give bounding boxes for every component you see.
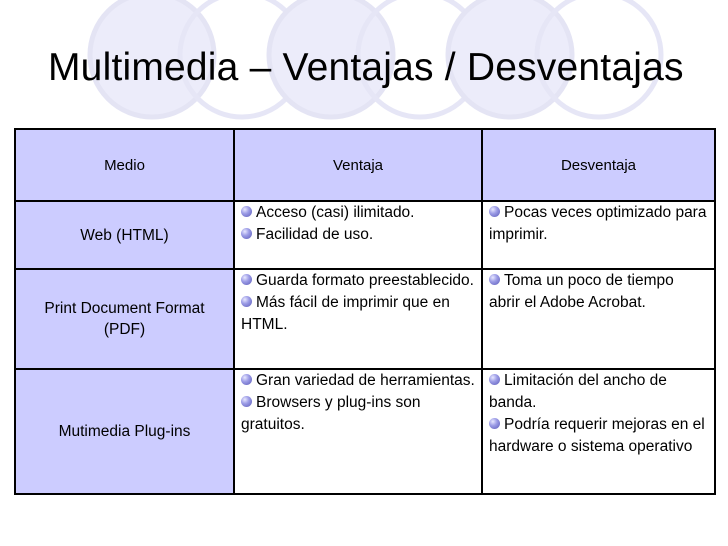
desventaja-text: Toma un poco de tiempo abrir el Adobe Acrobat.: [489, 272, 674, 311]
ventaja-cell: [234, 269, 482, 369]
comparison-table: [14, 128, 716, 495]
ventaja-item: [241, 370, 475, 392]
desventaja-item: [489, 370, 708, 414]
ventaja-item: [241, 392, 475, 436]
ventaja-text: Guarda formato preestablecido.: [256, 272, 474, 289]
table-row: [15, 201, 715, 269]
bullet-icon: [241, 274, 252, 285]
ventaja-item: [241, 202, 475, 224]
ventaja-text: Más fácil de imprimir que en HTML.: [241, 294, 450, 333]
desventaja-cell: [482, 369, 715, 494]
table-row: [15, 269, 715, 369]
header-medio: Medio: [15, 129, 234, 201]
header-desventaja: Desventaja: [482, 129, 715, 201]
slide-title: Multimedia – Ventajas / Desventajas: [48, 46, 684, 89]
desventaja-cell: [482, 201, 715, 269]
desventaja-item: [489, 270, 708, 314]
bullet-icon: [489, 418, 500, 429]
table-header-row: [15, 129, 715, 201]
medio-cell: Mutimedia Plug-ins: [15, 369, 234, 494]
ventaja-cell: [234, 201, 482, 269]
desventaja-item: [489, 414, 708, 458]
ventaja-text: Facilidad de uso.: [256, 226, 374, 243]
desventaja-text: Podría requerir mejoras en el hardware o sistema operativo: [489, 416, 705, 455]
desventaja-cell: [482, 269, 715, 369]
bullet-icon: [241, 296, 252, 307]
ventaja-text: Browsers y plug-ins son gratuitos.: [241, 394, 421, 433]
bullet-icon: [241, 228, 252, 239]
bullet-icon: [241, 206, 252, 217]
table-row: [15, 369, 715, 494]
bullet-icon: [489, 374, 500, 385]
medio-cell: Print Document Format (PDF): [15, 269, 234, 369]
ventaja-item: [241, 292, 475, 336]
ventaja-text: Acceso (casi) ilimitado.: [256, 204, 415, 221]
bullet-icon: [489, 274, 500, 285]
ventaja-text: Gran variedad de herramientas.: [256, 372, 475, 389]
ventaja-item: [241, 270, 475, 292]
desventaja-text: Limitación del ancho de banda.: [489, 372, 667, 411]
ventaja-item: [241, 224, 475, 246]
bullet-icon: [241, 374, 252, 385]
desventaja-text: Pocas veces optimizado para imprimir.: [489, 204, 707, 243]
bullet-icon: [489, 206, 500, 217]
medio-cell: Web (HTML): [15, 201, 234, 269]
header-ventaja: Ventaja: [234, 129, 482, 201]
bullet-icon: [241, 396, 252, 407]
desventaja-item: [489, 202, 708, 246]
ventaja-cell: [234, 369, 482, 494]
